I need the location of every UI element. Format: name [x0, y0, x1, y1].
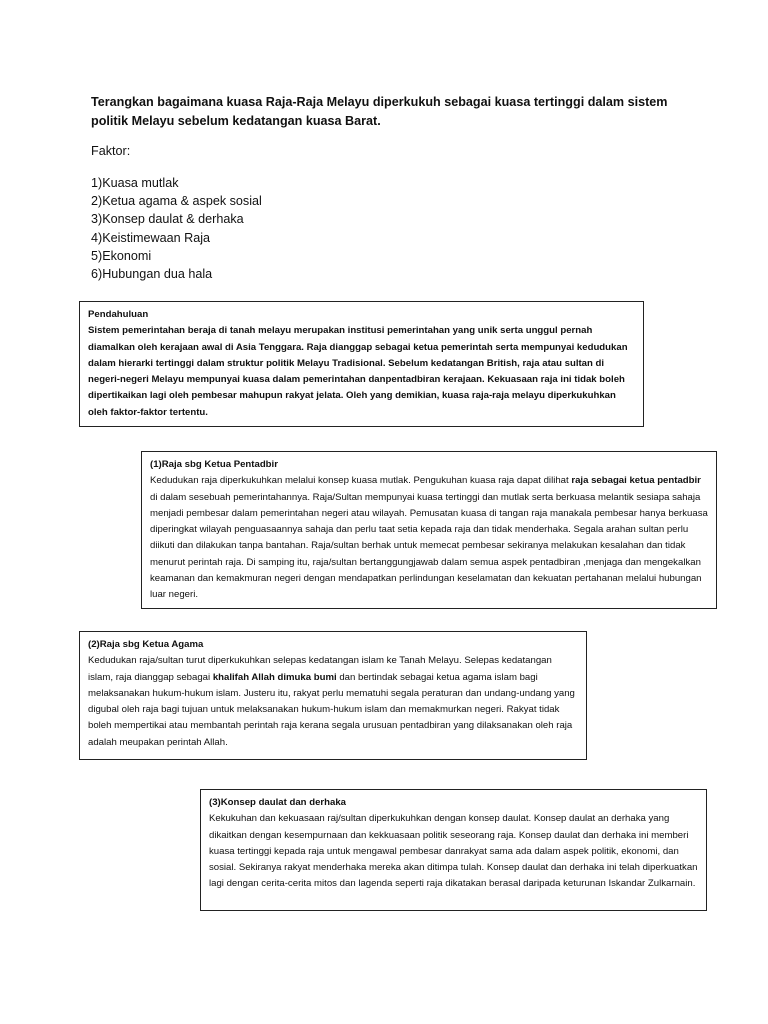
pendahuluan-body: Sistem pemerintahan beraja di tanah melayu merupakan institusi pemerintahan yang unik serta unggul pernah diamalkan oleh kerajaan awal di Asia Tenggara. Raja dianggap sebagai ketua pemerintah serta mempunyai kedudukan dalam hierarki tertinggi dalam struktur politik Melayu Tradisional. Sebelum kedatangan British, raja atau sultan di negeri-negeri Melayu mempunyai kuasa dalam pemerintahan danpentadbiran kerajaan. Kekuasaan raja ini tidak boleh dipertikaikan lagi oleh pembesar mahupun rakyat jelata. Oleh yang demikian, kuasa raja-raja melayu diperkukuhkan oleh faktor-faktor tertentu.	[88, 325, 628, 418]
faktor-item: 6)Hubungan dua hala	[91, 267, 213, 282]
section-1-title: (1)Raja sbg Ketua Pentadbir	[150, 459, 278, 470]
faktor-item: 3)Konsep daulat & derhaka	[91, 212, 244, 227]
faktor-title: Faktor:	[91, 144, 131, 158]
pendahuluan-title: Pendahuluan	[88, 309, 149, 320]
faktor-item: 2)Ketua agama & aspek sosial	[91, 194, 262, 209]
section-3-box	[200, 789, 707, 911]
faktor-item: 4)Keistimewaan Raja	[91, 230, 210, 245]
question-heading: Terangkan bagaimana kuasa Raja-Raja Melayu diperkukuh sebagai kuasa tertinggi dalam sistem politik Melayu sebelum kedatangan kuasa Barat.	[91, 95, 668, 128]
section-1-box	[141, 451, 717, 609]
faktor-item: 5)Ekonomi	[91, 248, 152, 263]
section-1-emphasis: raja sebagai ketua pentadbir	[571, 475, 701, 487]
section-1-body	[150, 473, 708, 603]
section-2-body	[88, 653, 578, 751]
section-3-title: (3)Konsep daulat dan derhaka	[209, 797, 347, 808]
section-3-body: Kekukuhan dan kekuasaan raj/sultan diperkukuhkan dengan konsep daulat. Konsep daulat an derhaka yang dikaitkan dengan kesempurnaan dan kekkuasaan politik seseorang raja. Konsep daulat dan derhaka ini memberi kuasa tertinggi kepada raja untuk mengawal pembesar danrakyat sama ada dalam aspek politik, ekonomi, dan sosial. Sekiranya rakyat menderhaka mereka akan ditimpa tulah. Konsep daulat dan derhaka ini telah diperkuatkan lagi dengan cerita-cerita mitos dan lagenda seperti raja dikatakan berasal daripada keturunan Iskandar Zulkarnain.	[209, 813, 698, 890]
faktor-item: 1)Kuasa mutlak	[91, 176, 179, 190]
section-1-text-a: Kedudukan raja diperkukuhkan melalui konsep kuasa mutlak. Pengukuhan kuasa raja dapat dilihat	[150, 475, 572, 487]
pendahuluan-box	[79, 301, 644, 427]
section-2-text-a: Kedudukan raja/sultan turut diperkukuhkan selepas kedatangan islam ke Tanah Melayu. Selepas kedatangan islam, raja dianggap sebagai	[88, 655, 552, 683]
section-1-text-b: di dalam sesebuah pemerintahannya. Raja/Sultan mempunyai kuasa tertinggi dan mutlak serta berkuasa melantik sesiapa sahaja menjadi pembesar dalam pemerintahan negeri atau wilayah. Pemusatan kuasa di tangan raja manakala pembesar hanya berkuasa diperingkat wilayah penguasaannya sahaja dan perlu taat setia kepada raja dan tidak menderhaka. Segala arahan sultan perlu diikuti dan dilakukan tanpa bantahan. Raja/sultan berhak untuk memecat pembesar sekiranya melakukan kesalahan dan tidak menurut perintah raja. Di samping itu, raja/sultan bertanggungjawab dalam semua aspek pentadbiran ,menjaga dan mengekalkan keamanan dan kemakmuran negeri dengan mendapatkan perlindungan keselamatan dan kekuatan pertahanan melalui hubungan luar negeri.	[150, 491, 708, 601]
faktor-list	[91, 174, 262, 283]
section-2-box	[79, 631, 587, 760]
section-2-text-b: dan bertindak sebagai ketua agama islam bagi melaksanakan hukum-hukum islam. Justeru itu, rakyat perlu mematuhi segala peraturan dan undang-undang yang digubal oleh raja bagi tujuan untuk melaksanakan hukum-hukum islam dan memakmurkan negeri. Rakyat tidak boleh mempertikai atau membantah perintah raja kerana segala urusuan pentadbiran yang dilaksanakan oleh raja adalah meupakan perintah Allah.	[88, 671, 575, 748]
section-2-emphasis: khalifah Allah dimuka bumi	[212, 671, 337, 683]
section-2-title: (2)Raja sbg Ketua Agama	[88, 639, 204, 650]
